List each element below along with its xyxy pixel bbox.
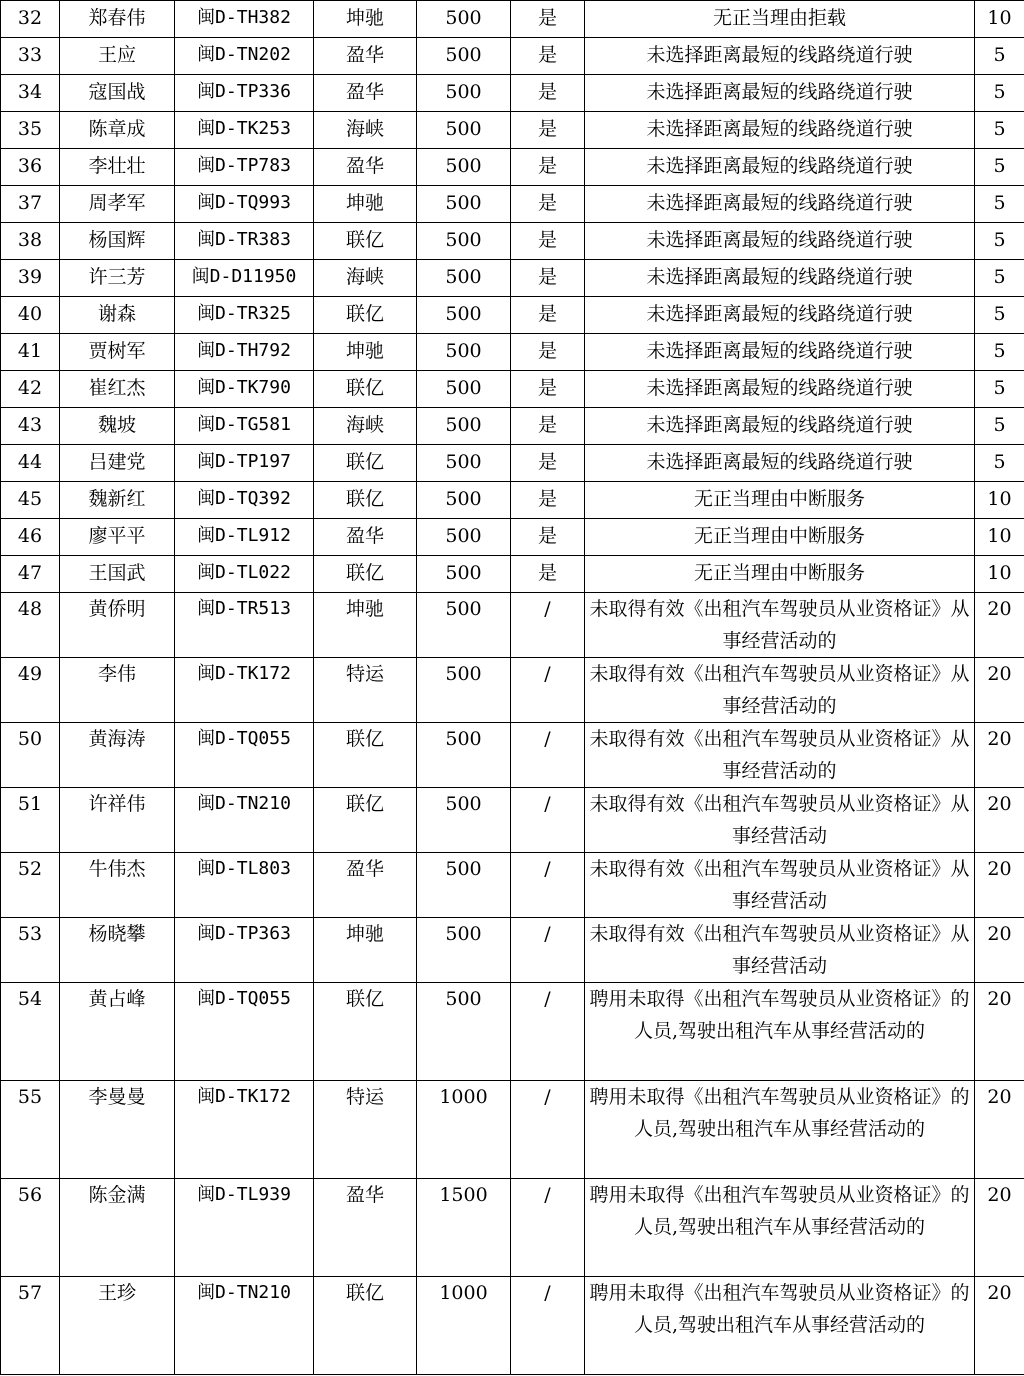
row-number: 54 — [1, 983, 60, 1081]
plate-number: 闽D-TG581 — [175, 408, 314, 445]
fine-amount: 500 — [417, 371, 511, 408]
flag-cell: / — [511, 1277, 585, 1375]
table-row — [1, 556, 1024, 593]
company-name: 盈华 — [314, 519, 417, 556]
driver-name: 魏坡 — [60, 408, 175, 445]
flag-cell: / — [511, 983, 585, 1081]
row-number: 51 — [1, 788, 60, 853]
company-name: 联亿 — [314, 223, 417, 260]
flag-cell: 是 — [511, 445, 585, 482]
table-row — [1, 482, 1024, 519]
row-number: 53 — [1, 918, 60, 983]
driver-name: 陈金满 — [60, 1179, 175, 1277]
driver-name: 黄占峰 — [60, 983, 175, 1081]
penalty-points: 10 — [975, 1, 1024, 38]
plate-number: 闽D-TN210 — [175, 1277, 314, 1375]
plate-number: 闽D-TL022 — [175, 556, 314, 593]
flag-cell: 是 — [511, 371, 585, 408]
table-row — [1, 223, 1024, 260]
penalty-points: 5 — [975, 260, 1024, 297]
table-row — [1, 186, 1024, 223]
fine-amount: 500 — [417, 519, 511, 556]
row-number: 38 — [1, 223, 60, 260]
flag-cell: / — [511, 1081, 585, 1179]
driver-name: 郑春伟 — [60, 1, 175, 38]
flag-cell: / — [511, 723, 585, 788]
driver-name: 魏新红 — [60, 482, 175, 519]
plate-number: 闽D-TP783 — [175, 149, 314, 186]
company-name: 盈华 — [314, 1179, 417, 1277]
row-number: 47 — [1, 556, 60, 593]
table-row — [1, 149, 1024, 186]
driver-name: 崔红杰 — [60, 371, 175, 408]
driver-name: 王应 — [60, 38, 175, 75]
plate-number: 闽D-TP363 — [175, 918, 314, 983]
plate-number: 闽D-TP336 — [175, 75, 314, 112]
flag-cell: 是 — [511, 75, 585, 112]
flag-cell: 是 — [511, 1, 585, 38]
row-number: 35 — [1, 112, 60, 149]
table-row — [1, 371, 1024, 408]
driver-name: 牛伟杰 — [60, 853, 175, 918]
company-name: 联亿 — [314, 556, 417, 593]
plate-number: 闽D-TK172 — [175, 1081, 314, 1179]
row-number: 50 — [1, 723, 60, 788]
driver-name: 许祥伟 — [60, 788, 175, 853]
table-row — [1, 75, 1024, 112]
row-number: 42 — [1, 371, 60, 408]
table-row — [1, 445, 1024, 482]
fine-amount: 500 — [417, 918, 511, 983]
company-name: 坤驰 — [314, 186, 417, 223]
row-number: 48 — [1, 593, 60, 658]
company-name: 特运 — [314, 1081, 417, 1179]
driver-name: 廖平平 — [60, 519, 175, 556]
table-row — [1, 723, 1024, 788]
penalty-points: 5 — [975, 445, 1024, 482]
row-number: 46 — [1, 519, 60, 556]
flag-cell: / — [511, 918, 585, 983]
plate-number: 闽D-TN202 — [175, 38, 314, 75]
plate-number: 闽D-TH792 — [175, 334, 314, 371]
driver-name: 周孝军 — [60, 186, 175, 223]
table-row — [1, 38, 1024, 75]
violation-description: 未选择距离最短的线路绕道行驶 — [585, 371, 975, 408]
penalty-points: 5 — [975, 371, 1024, 408]
fine-amount: 500 — [417, 445, 511, 482]
violation-description: 未选择距离最短的线路绕道行驶 — [585, 408, 975, 445]
row-number: 41 — [1, 334, 60, 371]
company-name: 联亿 — [314, 723, 417, 788]
plate-number: 闽D-TN210 — [175, 788, 314, 853]
plate-number: 闽D-TL912 — [175, 519, 314, 556]
flag-cell: / — [511, 658, 585, 723]
driver-name: 谢森 — [60, 297, 175, 334]
violation-description: 聘用未取得《出租汽车驾驶员从业资格证》的人员,驾驶出租汽车从事经营活动的 — [585, 1277, 975, 1375]
fine-amount: 500 — [417, 75, 511, 112]
flag-cell: 是 — [511, 223, 585, 260]
row-number: 56 — [1, 1179, 60, 1277]
violation-description: 未取得有效《出租汽车驾驶员从业资格证》从事经营活动 — [585, 918, 975, 983]
table-row — [1, 112, 1024, 149]
table-row — [1, 658, 1024, 723]
flag-cell: 是 — [511, 482, 585, 519]
fine-amount: 500 — [417, 983, 511, 1081]
fine-amount: 1000 — [417, 1081, 511, 1179]
company-name: 海峡 — [314, 112, 417, 149]
violation-description: 未取得有效《出租汽车驾驶员从业资格证》从事经营活动 — [585, 788, 975, 853]
driver-name: 杨晓攀 — [60, 918, 175, 983]
company-name: 坤驰 — [314, 593, 417, 658]
flag-cell: / — [511, 593, 585, 658]
driver-name: 许三芳 — [60, 260, 175, 297]
penalty-points: 5 — [975, 149, 1024, 186]
row-number: 52 — [1, 853, 60, 918]
penalty-points: 5 — [975, 112, 1024, 149]
violation-description: 未选择距离最短的线路绕道行驶 — [585, 297, 975, 334]
violation-description: 未选择距离最短的线路绕道行驶 — [585, 334, 975, 371]
penalty-points: 5 — [975, 334, 1024, 371]
company-name: 联亿 — [314, 297, 417, 334]
plate-number: 闽D-TK790 — [175, 371, 314, 408]
row-number: 43 — [1, 408, 60, 445]
fine-amount: 500 — [417, 149, 511, 186]
violation-description: 未取得有效《出租汽车驾驶员从业资格证》从事经营活动的 — [585, 723, 975, 788]
plate-number: 闽D-TR513 — [175, 593, 314, 658]
fine-amount: 500 — [417, 482, 511, 519]
flag-cell: 是 — [511, 186, 585, 223]
fine-amount: 500 — [417, 723, 511, 788]
driver-name: 王国武 — [60, 556, 175, 593]
row-number: 36 — [1, 149, 60, 186]
fine-amount: 1500 — [417, 1179, 511, 1277]
company-name: 联亿 — [314, 371, 417, 408]
flag-cell: / — [511, 853, 585, 918]
table-row — [1, 918, 1024, 983]
driver-name: 寇国战 — [60, 75, 175, 112]
fine-amount: 500 — [417, 334, 511, 371]
plate-number: 闽D-TR325 — [175, 297, 314, 334]
driver-name: 李壮壮 — [60, 149, 175, 186]
row-number: 44 — [1, 445, 60, 482]
fine-amount: 500 — [417, 408, 511, 445]
penalty-points: 20 — [975, 1081, 1024, 1179]
violation-description: 聘用未取得《出租汽车驾驶员从业资格证》的人员,驾驶出租汽车从事经营活动的 — [585, 1179, 975, 1277]
penalty-points: 20 — [975, 853, 1024, 918]
penalty-points: 20 — [975, 723, 1024, 788]
flag-cell: 是 — [511, 260, 585, 297]
company-name: 联亿 — [314, 482, 417, 519]
row-number: 32 — [1, 1, 60, 38]
driver-name: 李曼曼 — [60, 1081, 175, 1179]
flag-cell: 是 — [511, 112, 585, 149]
table-row — [1, 593, 1024, 658]
row-number: 37 — [1, 186, 60, 223]
flag-cell: 是 — [511, 334, 585, 371]
driver-name: 吕建党 — [60, 445, 175, 482]
row-number: 33 — [1, 38, 60, 75]
plate-number: 闽D-TQ055 — [175, 723, 314, 788]
flag-cell: 是 — [511, 556, 585, 593]
fine-amount: 500 — [417, 112, 511, 149]
table-row — [1, 1179, 1024, 1277]
fine-amount: 500 — [417, 297, 511, 334]
penalty-points: 5 — [975, 186, 1024, 223]
table-row — [1, 788, 1024, 853]
row-number: 45 — [1, 482, 60, 519]
company-name: 联亿 — [314, 788, 417, 853]
driver-name: 贾树军 — [60, 334, 175, 371]
violation-description: 未取得有效《出租汽车驾驶员从业资格证》从事经营活动的 — [585, 593, 975, 658]
flag-cell: 是 — [511, 149, 585, 186]
company-name: 盈华 — [314, 75, 417, 112]
violation-description: 未选择距离最短的线路绕道行驶 — [585, 223, 975, 260]
violation-description: 未选择距离最短的线路绕道行驶 — [585, 149, 975, 186]
plate-number: 闽D-TK172 — [175, 658, 314, 723]
table-body — [1, 1, 1024, 1375]
company-name: 联亿 — [314, 1277, 417, 1375]
driver-name: 陈章成 — [60, 112, 175, 149]
penalty-points: 20 — [975, 918, 1024, 983]
violation-description: 未选择距离最短的线路绕道行驶 — [585, 38, 975, 75]
penalty-points: 10 — [975, 556, 1024, 593]
violation-description: 未选择距离最短的线路绕道行驶 — [585, 445, 975, 482]
violation-description: 未选择距离最短的线路绕道行驶 — [585, 112, 975, 149]
plate-number: 闽D-TL939 — [175, 1179, 314, 1277]
fine-amount: 500 — [417, 260, 511, 297]
fine-amount: 500 — [417, 658, 511, 723]
company-name: 特运 — [314, 658, 417, 723]
plate-number: 闽D-TR383 — [175, 223, 314, 260]
violation-description: 未取得有效《出租汽车驾驶员从业资格证》从事经营活动的 — [585, 658, 975, 723]
penalty-points: 20 — [975, 1277, 1024, 1375]
company-name: 盈华 — [314, 38, 417, 75]
penalty-points: 10 — [975, 519, 1024, 556]
penalty-points: 20 — [975, 788, 1024, 853]
company-name: 坤驰 — [314, 918, 417, 983]
driver-name: 杨国辉 — [60, 223, 175, 260]
company-name: 盈华 — [314, 149, 417, 186]
plate-number: 闽D-TH382 — [175, 1, 314, 38]
flag-cell: 是 — [511, 408, 585, 445]
fine-amount: 500 — [417, 788, 511, 853]
driver-name: 王珍 — [60, 1277, 175, 1375]
fine-amount: 1000 — [417, 1277, 511, 1375]
plate-number: 闽D-TP197 — [175, 445, 314, 482]
table-row — [1, 983, 1024, 1081]
fine-amount: 500 — [417, 1, 511, 38]
flag-cell: / — [511, 1179, 585, 1277]
violation-description: 无正当理由中断服务 — [585, 482, 975, 519]
penalty-points: 5 — [975, 223, 1024, 260]
flag-cell: 是 — [511, 519, 585, 556]
row-number: 55 — [1, 1081, 60, 1179]
row-number: 49 — [1, 658, 60, 723]
company-name: 盈华 — [314, 853, 417, 918]
penalty-points: 5 — [975, 75, 1024, 112]
table-row — [1, 1081, 1024, 1179]
penalty-points: 20 — [975, 658, 1024, 723]
violation-description: 无正当理由拒载 — [585, 1, 975, 38]
violation-description: 聘用未取得《出租汽车驾驶员从业资格证》的人员,驾驶出租汽车从事经营活动的 — [585, 1081, 975, 1179]
row-number: 39 — [1, 260, 60, 297]
driver-name: 黄海涛 — [60, 723, 175, 788]
plate-number: 闽D-TQ392 — [175, 482, 314, 519]
penalty-points: 10 — [975, 482, 1024, 519]
violation-description: 聘用未取得《出租汽车驾驶员从业资格证》的人员,驾驶出租汽车从事经营活动的 — [585, 983, 975, 1081]
driver-name: 李伟 — [60, 658, 175, 723]
table-row — [1, 1, 1024, 38]
penalty-points: 5 — [975, 38, 1024, 75]
company-name: 坤驰 — [314, 1, 417, 38]
company-name: 联亿 — [314, 445, 417, 482]
flag-cell: 是 — [511, 38, 585, 75]
fine-amount: 500 — [417, 853, 511, 918]
violation-description: 未选择距离最短的线路绕道行驶 — [585, 186, 975, 223]
table-row — [1, 260, 1024, 297]
penalty-points: 5 — [975, 297, 1024, 334]
plate-number: 闽D-TQ993 — [175, 186, 314, 223]
table-row — [1, 853, 1024, 918]
penalty-points: 5 — [975, 408, 1024, 445]
penalty-points: 20 — [975, 593, 1024, 658]
fine-amount: 500 — [417, 556, 511, 593]
violation-description: 未取得有效《出租汽车驾驶员从业资格证》从事经营活动 — [585, 853, 975, 918]
company-name: 联亿 — [314, 983, 417, 1081]
plate-number: 闽D-TQ055 — [175, 983, 314, 1081]
penalty-points: 20 — [975, 983, 1024, 1081]
fine-amount: 500 — [417, 593, 511, 658]
driver-name: 黄侨明 — [60, 593, 175, 658]
plate-number: 闽D-TL803 — [175, 853, 314, 918]
plate-number: 闽D-D11950 — [175, 260, 314, 297]
violation-description: 无正当理由中断服务 — [585, 556, 975, 593]
company-name: 海峡 — [314, 260, 417, 297]
row-number: 34 — [1, 75, 60, 112]
row-number: 57 — [1, 1277, 60, 1375]
violation-description: 无正当理由中断服务 — [585, 519, 975, 556]
violation-description: 未选择距离最短的线路绕道行驶 — [585, 75, 975, 112]
table-row — [1, 408, 1024, 445]
fine-amount: 500 — [417, 223, 511, 260]
company-name: 海峡 — [314, 408, 417, 445]
row-number: 40 — [1, 297, 60, 334]
plate-number: 闽D-TK253 — [175, 112, 314, 149]
violation-description: 未选择距离最短的线路绕道行驶 — [585, 260, 975, 297]
penalty-points: 20 — [975, 1179, 1024, 1277]
table-row — [1, 519, 1024, 556]
table-row — [1, 1277, 1024, 1375]
flag-cell: 是 — [511, 297, 585, 334]
flag-cell: / — [511, 788, 585, 853]
table-row — [1, 297, 1024, 334]
table-row — [1, 334, 1024, 371]
company-name: 坤驰 — [314, 334, 417, 371]
fine-amount: 500 — [417, 38, 511, 75]
fine-amount: 500 — [417, 186, 511, 223]
